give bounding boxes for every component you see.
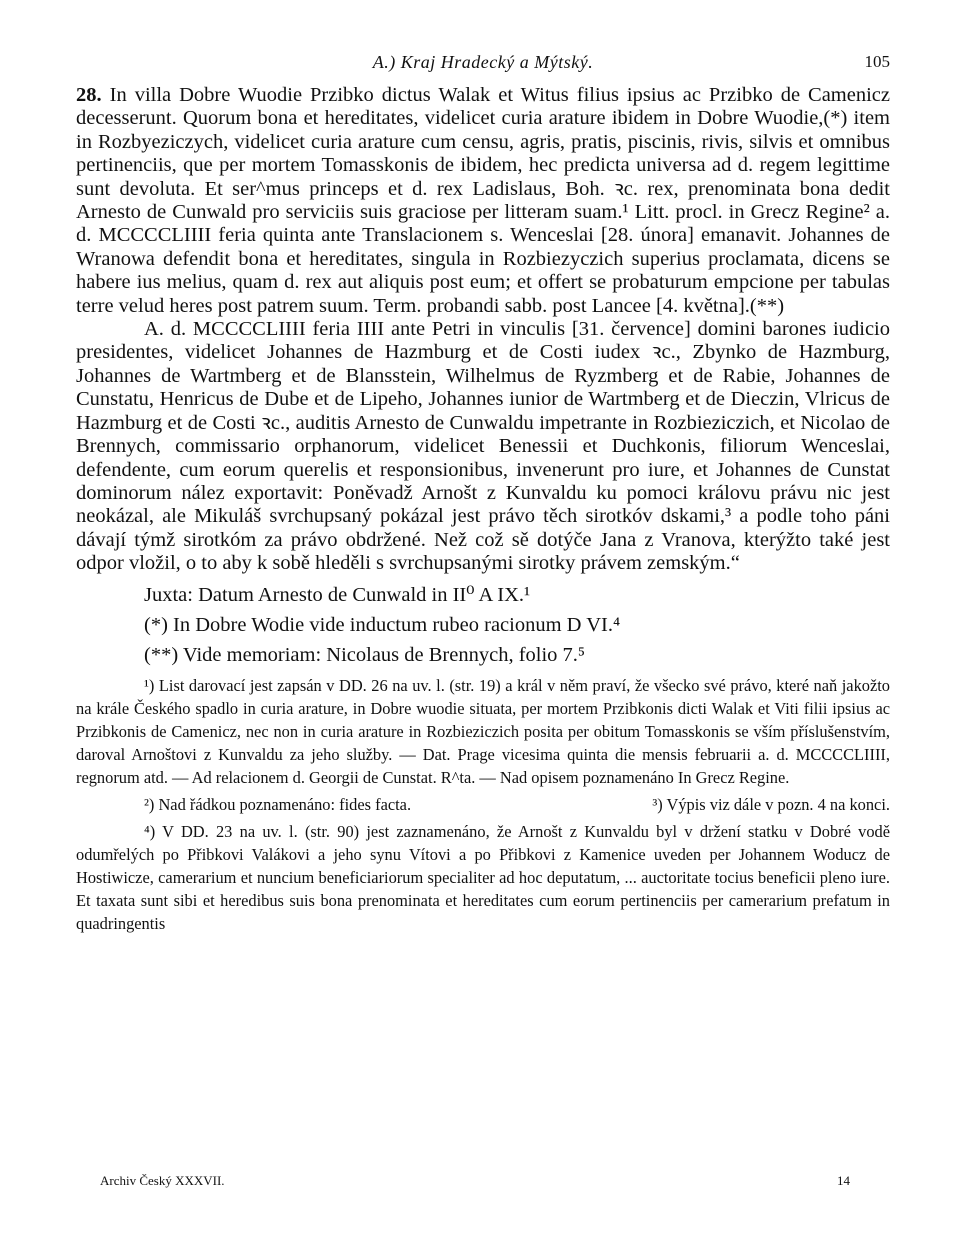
footnote-3: ³) Výpis viz dále v pozn. 4 na konci. xyxy=(652,795,890,814)
reference-2: (**) Vide memoriam: Nicolaus de Brennych, folio 7.⁵ xyxy=(144,643,586,666)
footer-sheet-number: 14 xyxy=(837,1173,850,1188)
footer-signature: Archiv Český XXXVII. xyxy=(100,1173,225,1188)
page-header xyxy=(76,48,890,84)
entry-text-1: In villa Dobre Wuodie Przibko dictus Walak et Witus filius ipsius ac Przibko de Camenicz decesserunt. Quorum bona et hereditates, videlicet curia arature ibidem in Dobre Wuodie,(*) item in Rozbyeziczych, videlicet curia arature cum censu, agris, pratis, piscinis, rivis, silvis et omnibus pertinenciis, que per mortem Tomasskonis de ibidem, hec predicta universa ad d. regem legittime sunt devoluta. Et ser^mus princeps et d. rex Ladislaus, Boh. ꝛc. rex, prenominata bona dedit Arnesto de Cunwald pro serviciis suis graciose per litteram suam.¹ Litt. procl. in Grecz Regine² a. d. MCCCCLIIII feria quinta ante Translacionem s. Wenceslai [28. února] emanavit. Johannes de Wranowa defendit bona et hereditates, singula in Rozbiezyczich superius proclamata, dicens se habere ius melius, quam d. rex aut aliquis post eum; et offert se probaturum empcione per tabulas terre velud heres post patrem suum. Term. probandi sabb. post Lancee [4. května].(**) xyxy=(76,84,890,317)
footnote-row-2-3 xyxy=(76,793,890,816)
running-title: A.) Kraj Hradecký a Mýtský. xyxy=(372,52,594,72)
entry-number: 28. xyxy=(76,84,102,106)
main-text xyxy=(76,84,890,576)
entry-paragraph-1 xyxy=(76,84,890,318)
reference-juxta: Juxta: Datum Arnesto de Cunwald in II⁰ A IX.¹ xyxy=(144,583,531,606)
reference-1: (*) In Dobre Wodie vide inductum rubeo racionum D VI.⁴ xyxy=(144,613,621,636)
references xyxy=(76,582,890,668)
page-footer xyxy=(100,1173,850,1189)
entry-paragraph-2: A. d. MCCCCLIIII feria IIII ante Petri in vinculis [31. července] domini barones iudicio presidentes, videlicet Johannes de Hazmburg et de Costi iudex ꝛc., Zbynko de Hazmburg, Johannes de Wartmberg et de Blansstein, Wilhelmus de Ryzmberg et de Rabie, Johannes de Cunstatu, Henricus de Dube et de Lipeho, Johannes iunior de Wartmberg et de Dieczin, Vlricus de Hazmburg et de Costi ꝛc., auditis Arnesto de Cunwaldu impetrante in Rozbieziczich, et Nicolao de Brennych, commissario orphanorum, videlicet Benessii et Duchkonis, filiorum Wenceslai, defendente, cum eorum querelis et responsionibus, invenerunt pro iure, et Johannes de Cunstat dominorum nález exportavit: Poněvadž Arnošt z Kunvaldu ku pomoci královu právu nic jest neokázal, ale Mikuláš svrchupsaný pokázal jest právo těch sirotkóv dskami,³ a podle toho páni dávají týmž sirotkóm za právo obdržené. Než což sě dotýče Jana z Vranova, kterýžto také jest odpor vložil, o to aby k sobě hleděli s svrchupsanými sirotky právem zemským.“ xyxy=(76,318,890,575)
footnotes xyxy=(76,674,890,936)
footnote-1: ¹) List darovací jest zapsán v DD. 26 na uv. l. (str. 19) a král v něm praví, že všecko své právo, které naň jakožto na krále Českého spadlo in curia arature, in Dobre wuodie situata, per mortem Przibkonis dicti Walak et Viti filii ipsius ac Przibkonis de Camenicz, nec non in curia arature in Rozbieziczich posita per obitum Tomasskonis se vším příslušenstvím, daroval Arnoštovi z Kunvaldu za jeho služby. — Dat. Prage vicesima quinta die mensis februarii a. d. MCCCCLIIII, regnorum atd. — Ad relacionem d. Georgii de Cunstat. R^ta. — Nad opisem poznamenáno In Grecz Regine. xyxy=(76,675,890,787)
footnote-2: ²) Nad řádkou poznamenáno: fides facta. xyxy=(144,795,412,814)
page-number: 105 xyxy=(864,52,890,71)
footnote-4: ⁴) V DD. 23 na uv. l. (str. 90) jest zaznamenáno, že Arnošt z Kunvaldu byl v držení statku v Dobré vodě odumřelých po Přibkovi Valákovi a jeho synu Vítovi a po Přibkovi z Kamenice uveden per Johannem Woducz de Hostiwicze, camerarium et nuncium beneficiariorum specialiter ad hoc deputatum, ... auctoritate tocius beneficii pleno iure. Et taxata sunt sibi et heredibus suis bona prenominata et hereditates cum eorum pertinenciis per camerarium prefatum in quadringentis xyxy=(76,822,890,934)
